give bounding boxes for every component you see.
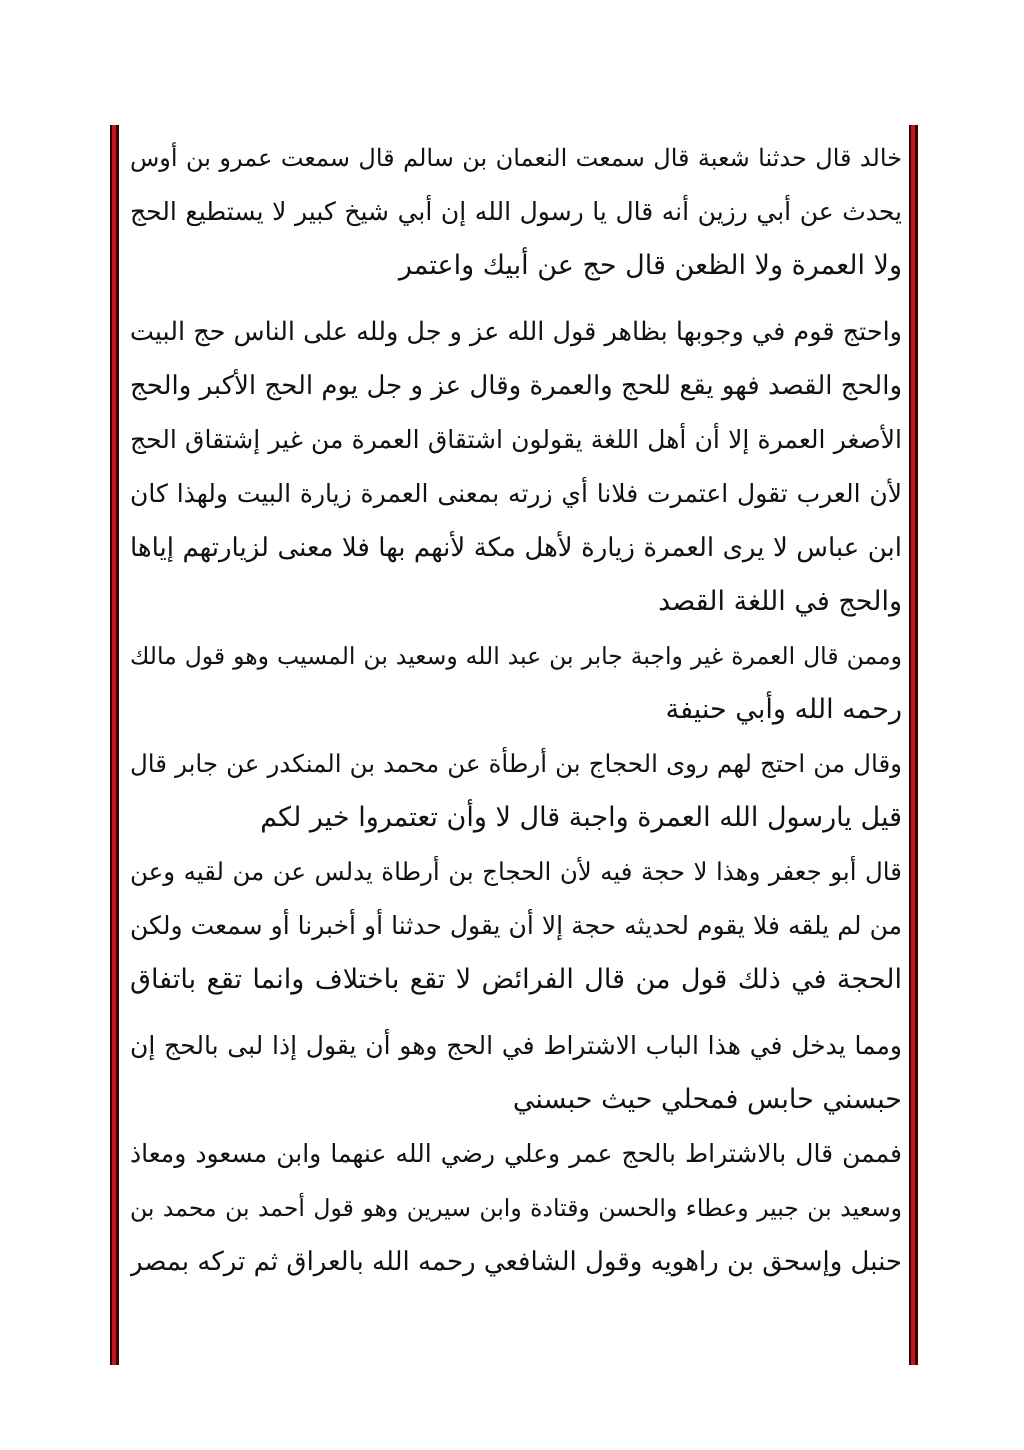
text-line: وسعيد بن جبير وعطاء والحسن وقتادة وابن سيرين وهو قول أحمد بن محمد بن: [130, 1194, 902, 1222]
text-line: وممن قال العمرة غير واجبة جابر بن عبد الله وسعيد بن المسيب وهو قول مالك: [130, 642, 902, 670]
text-line: فممن قال بالاشتراط بالحج عمر وعلي رضي الله عنهما وابن مسعود ومعاذ: [130, 1139, 902, 1168]
text-line: حنبل وإسحق بن راهويه وقول الشافعي رحمه الله بالعراق ثم تركه بمصر: [130, 1247, 902, 1277]
text-line: حبسني حابس فمحلي حيث حبسني: [512, 1084, 902, 1115]
text-line: من لم يلقه فلا يقوم لحديثه حجة إلا أن يقول حدثنا أو أخبرنا أو سمعت ولكن: [130, 911, 902, 940]
document-body: [130, 131, 902, 1289]
text-line: رحمه الله وأبي حنيفة: [665, 694, 902, 725]
text-line: قيل يارسول الله العمرة واجبة قال لا وأن تعتمروا خير لكم: [260, 802, 902, 833]
text-line: لأن العرب تقول اعتمرت فلانا أي زرته بمعنى العمرة زيارة البيت ولهذا كان: [130, 479, 902, 508]
text-line: خالد قال حدثنا شعبة قال سمعت النعمان بن سالم قال سمعت عمرو بن أوس: [130, 144, 902, 172]
text-line: يحدث عن أبي رزين أنه قال يا رسول الله إن أبي شيخ كبير لا يستطيع الحج: [130, 197, 902, 226]
text-line: ولا العمرة ولا الظعن قال حج عن أبيك واعتمر: [398, 250, 902, 281]
text-line: والحج في اللغة القصد: [658, 586, 902, 617]
paragraph-gap: [130, 293, 902, 305]
page-frame: [110, 125, 918, 1365]
text-line: وقال من احتج لهم روى الحجاج بن أرطأة عن محمد بن المنكدر عن جابر قال: [130, 749, 902, 778]
text-line: قال أبو جعفر وهذا لا حجة فيه لأن الحجاج بن أرطاة يدلس عن من لقيه وعن: [130, 857, 902, 886]
text-line: الحجة في ذلك قول من قال الفرائض لا تقع باختلاف وانما تقع باتفاق: [130, 964, 902, 995]
text-line: ومما يدخل في هذا الباب الاشتراط في الحج وهو أن يقول إذا لبى بالحج إن: [130, 1031, 902, 1060]
text-line: الأصغر العمرة إلا أن أهل اللغة يقولون اشتقاق العمرة من غير إشتقاق الحج: [130, 425, 902, 454]
right-decorative-border: [909, 125, 918, 1365]
paragraph-gap: [130, 1007, 902, 1019]
text-line: ابن عباس لا يرى العمرة زيارة لأهل مكة لأنهم بها فلا معنى لزيارتهم إياها: [130, 533, 902, 563]
left-decorative-border: [110, 125, 119, 1365]
text-line: والحج القصد فهو يقع للحج والعمرة وقال عز و جل يوم الحج الأكبر والحج: [130, 371, 902, 401]
text-line: واحتج قوم في وجوبها بظاهر قول الله عز و جل ولله على الناس حج البيت: [130, 317, 902, 347]
